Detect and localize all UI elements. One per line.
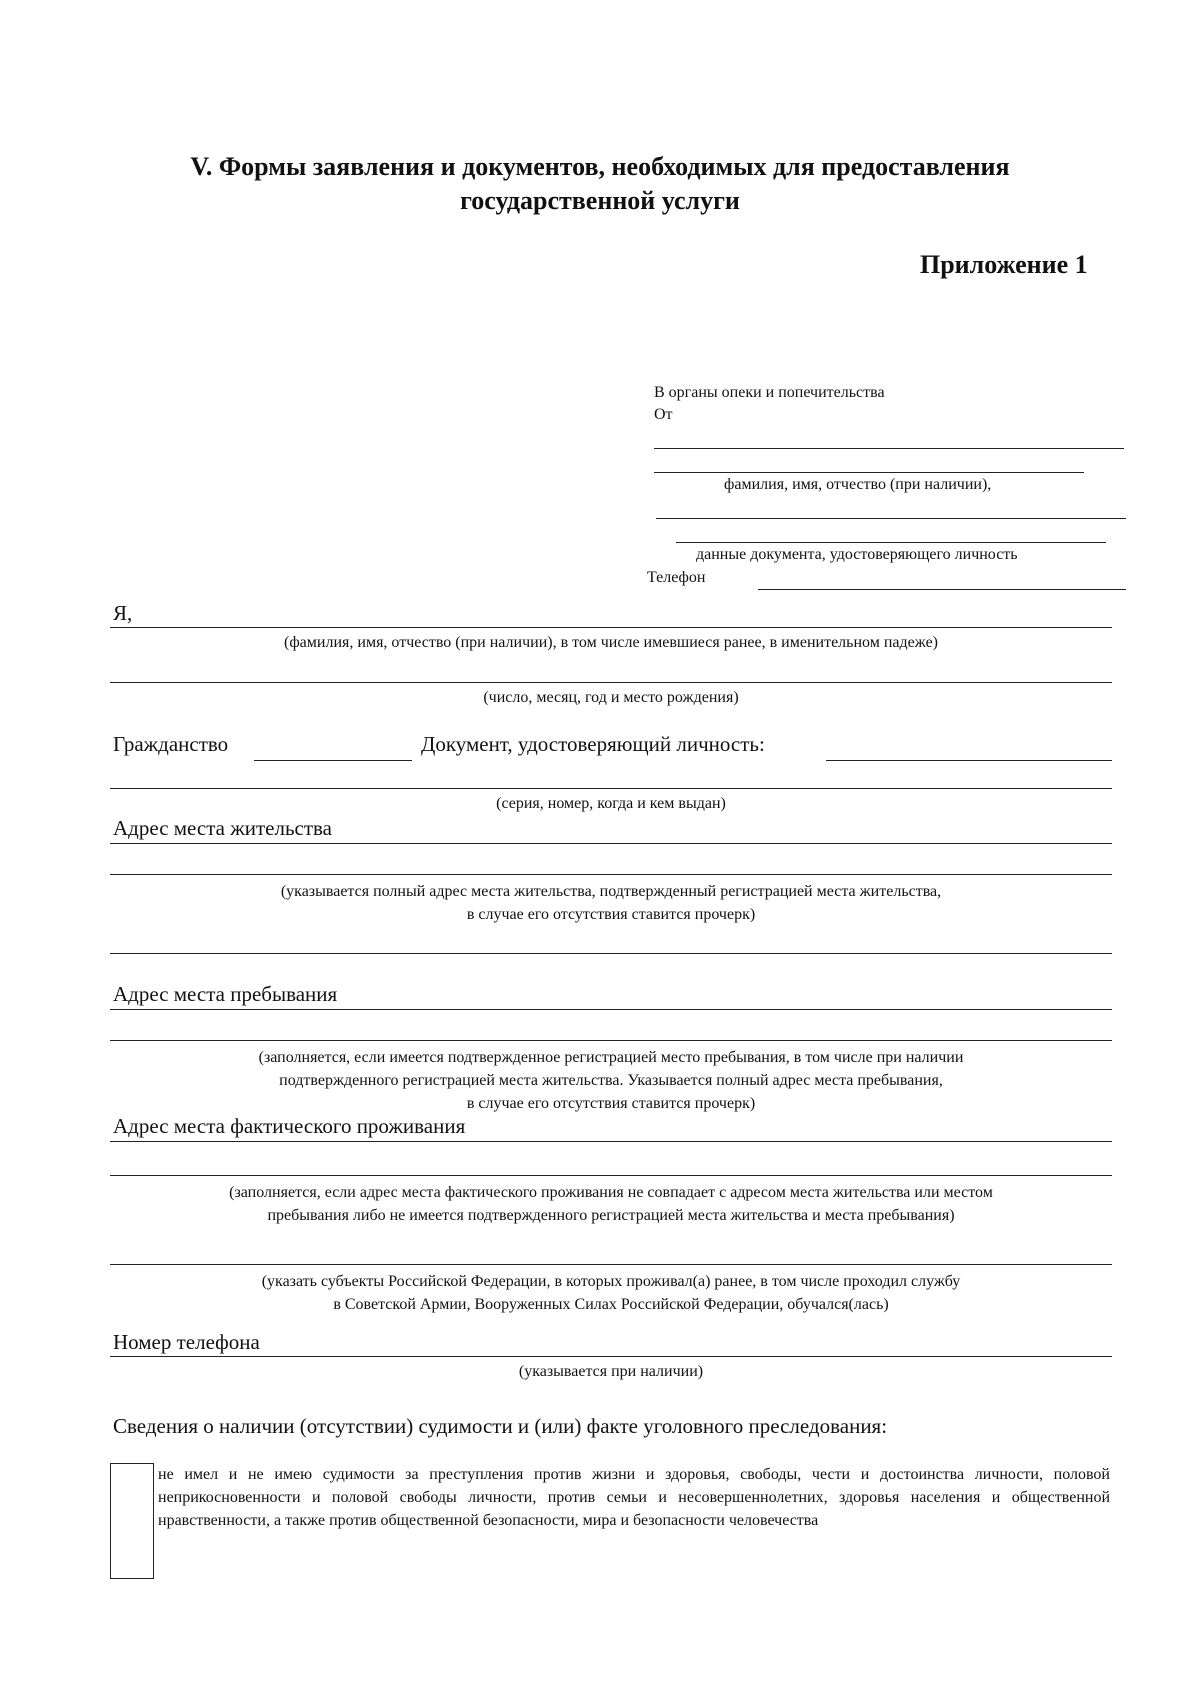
addressee-phone-line[interactable] [758,589,1126,590]
criminal-record-option-text: не имел и не имею судимости за преступления против жизни и здоровья, свободы, чести и достоинства личности, половой неприкосновенности и половой свободы личности, против семьи и несовершеннолетних, здоровья населения и общественной нравственности, а также против общественной безопасности, мира и безопасности человечества [158,1466,1110,1529]
residence-label: Адрес места жительства [113,816,332,840]
phone-label: Номер телефона [113,1330,260,1354]
stay-label: Адрес места пребывания [113,982,338,1006]
id-doc-line-2[interactable] [110,788,1112,789]
addressee-doc-caption: данные документа, удостоверяющего личность [696,546,1018,563]
residence-caption-2: в случае его отсутствия ставится прочерк) [466,906,756,923]
citizenship-field[interactable] [254,760,412,761]
id-doc-label: Документ, удостоверяющий личность: [421,732,765,756]
actual-residence-line-2[interactable] [110,1175,1112,1176]
stay-caption-1: (заполняется, если имеется подтвержденное регистрацией место пребывания, в том числе при наличии [258,1049,964,1066]
regions-caption-1: (указать субъекты Российской Федерации, в которых проживал(а) ранее, в том числе проходил службу [261,1273,961,1290]
page-title-line-2: государственной услуги [460,186,740,215]
stay-line-1[interactable] [110,1009,1112,1010]
id-doc-caption: (серия, номер, когда и кем выдан) [496,795,726,812]
regions-line[interactable] [110,1264,1112,1265]
addressee-fio-caption: фамилия, имя, отчество (при наличии), [724,476,992,493]
fio-caption: (фамилия, имя, отчество (при наличии), в том числе имевшиеся ранее, в именительном падеже) [283,634,939,651]
regions-caption-2: в Советской Армии, Вооруженных Силах Российской Федерации, обучался(лась) [333,1296,889,1313]
actual-residence-label: Адрес места фактического проживания [113,1114,466,1138]
i-label: Я, [113,601,133,625]
stay-line-2[interactable] [110,1040,1112,1041]
criminal-record-checkbox[interactable] [110,1463,154,1579]
from-line-1[interactable] [654,448,1124,449]
addressee-phone-label: Телефон [647,569,706,586]
actual-residence-caption-2: пребывания либо не имеется подтвержденного регистрацией места жительства и места пребывания) [267,1207,955,1224]
residence-line-3[interactable] [110,953,1112,954]
page-title-line-1: V. Формы заявления и документов, необходимых для предоставления [190,152,1010,181]
actual-residence-line-1[interactable] [110,1141,1112,1142]
actual-residence-caption-1: (заполняется, если адрес места фактического проживания не совпадает с адресом места жительства или местом [229,1184,993,1201]
residence-line-1[interactable] [110,843,1112,844]
stay-caption-3: в случае его отсутствия ставится прочерк) [466,1095,756,1112]
appendix-label: Приложение 1 [920,250,1088,279]
addressee-doc-line-2[interactable] [676,542,1106,543]
residence-caption-1: (указывается полный адрес места жительства, подтвержденный регистрацией места жительства, [280,883,942,900]
stay-caption-2: подтвержденного регистрацией места жительства. Указывается полный адрес места пребывания, [279,1072,943,1089]
birth-line[interactable] [110,682,1112,683]
addressee-doc-line-1[interactable] [656,518,1126,519]
phone-caption: (указывается при наличии) [518,1363,704,1380]
addressee-to: В органы опеки и попечительства [654,384,885,401]
birth-caption: (число, месяц, год и место рождения) [483,689,739,706]
fio-line[interactable] [110,627,1112,628]
citizenship-label: Гражданство [113,732,229,756]
phone-line[interactable] [110,1356,1112,1357]
from-line-2[interactable] [654,472,1084,473]
residence-line-2[interactable] [110,874,1112,875]
criminal-record-heading: Сведения о наличии (отсутствии) судимости и (или) факте уголовного преследования: [113,1414,888,1438]
id-doc-field[interactable] [826,760,1112,761]
addressee-from-label: От [654,406,673,423]
